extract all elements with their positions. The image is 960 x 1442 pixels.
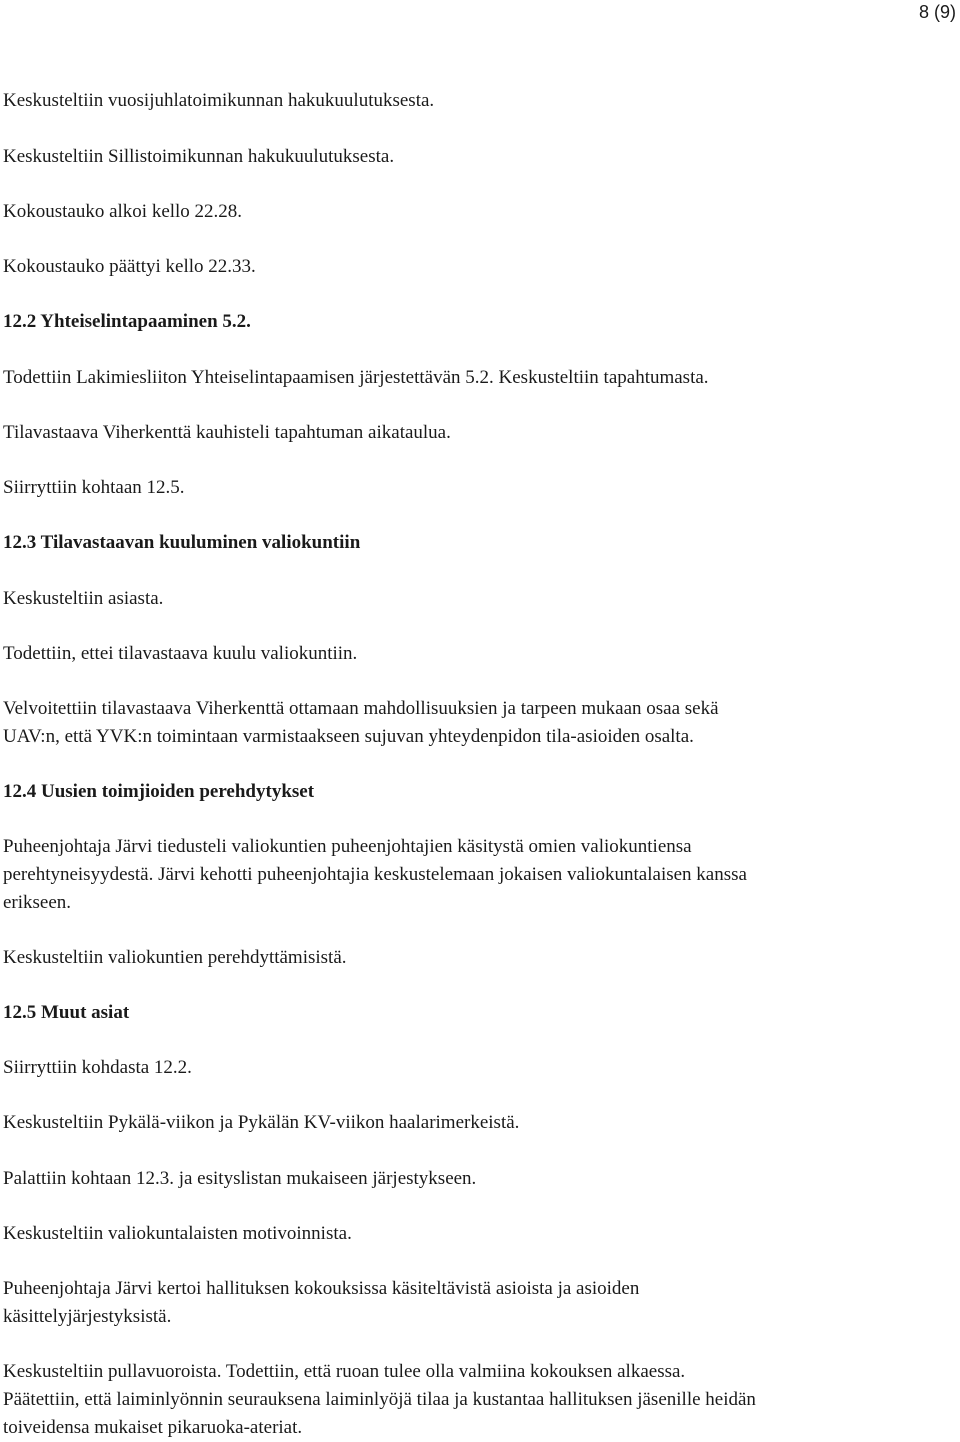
paragraph: Siirryttiin kohtaan 12.5. — [3, 477, 185, 498]
paragraph: Keskusteltiin Sillistoimikunnan hakukuulutuksesta. — [3, 146, 395, 167]
paragraph: Päätettiin, että laiminlyönnin seurauksena laiminlyöjä tilaa ja kustantaa hallituksen jäsenille heidän — [3, 1389, 756, 1410]
paragraph: toiveidensa mukaiset pikaruoka-ateriat. — [3, 1417, 303, 1438]
paragraph: Todettiin, ettei tilavastaava kuulu valiokuntiin. — [3, 643, 358, 664]
paragraph: Keskusteltiin valiokuntien perehdyttämisistä. — [3, 947, 347, 968]
section-heading-12-4: 12.4 Uusien toimjioiden perehdytykset — [3, 781, 315, 802]
paragraph: perehtyneisyydestä. Järvi kehotti puheenjohtajia keskustelemaan jokaisen valiokuntalaisen kanssa — [3, 864, 747, 885]
page-number: 8 (9) — [918, 2, 956, 22]
paragraph: Puheenjohtaja Järvi tiedusteli valiokuntien puheenjohtajien käsitystä omien valiokuntiensa — [3, 836, 692, 857]
paragraph: käsittelyjärjestyksistä. — [3, 1306, 172, 1327]
paragraph: Keskusteltiin valiokuntalaisten motivoinnista. — [3, 1223, 352, 1244]
section-heading-12-2: 12.2 Yhteiselintapaaminen 5.2. — [3, 311, 251, 332]
paragraph: Kokoustauko päättyi kello 22.33. — [3, 256, 256, 277]
paragraph: Keskusteltiin asiasta. — [3, 588, 164, 609]
paragraph: Puheenjohtaja Järvi kertoi hallituksen kokouksissa käsiteltävistä asioista ja asioiden — [3, 1278, 640, 1299]
paragraph: UAV:n, että YVK:n toimintaan varmistaakseen sujuvan yhteydenpidon tila-asioiden osalta. — [3, 726, 694, 747]
section-heading-12-5: 12.5 Muut asiat — [3, 1002, 130, 1023]
paragraph: erikseen. — [3, 892, 72, 913]
paragraph: Todettiin Lakimiesliiton Yhteiselintapaamisen järjestettävän 5.2. Keskusteltiin tapahtumasta. — [3, 367, 709, 388]
paragraph: Keskusteltiin Pykälä-viikon ja Pykälän KV-viikon haalarimerkeistä. — [3, 1112, 520, 1133]
paragraph: Tilavastaava Viherkenttä kauhisteli tapahtuman aikataulua. — [3, 422, 451, 443]
paragraph: Siirryttiin kohdasta 12.2. — [3, 1057, 192, 1078]
paragraph: Palattiin kohtaan 12.3. ja esityslistan mukaiseen järjestykseen. — [3, 1168, 477, 1189]
section-heading-12-3: 12.3 Tilavastaavan kuuluminen valiokuntiin — [3, 532, 361, 553]
paragraph: Keskusteltiin pullavuoroista. Todettiin, että ruoan tulee olla valmiina kokouksen alkaessa. — [3, 1361, 686, 1382]
paragraph: Keskusteltiin vuosijuhlatoimikunnan hakukuulutuksesta. — [3, 90, 435, 111]
paragraph: Velvoitettiin tilavastaava Viherkenttä ottamaan mahdollisuuksien ja tarpeen mukaan osaa sekä — [3, 698, 719, 719]
paragraph: Kokoustauko alkoi kello 22.28. — [3, 201, 243, 222]
